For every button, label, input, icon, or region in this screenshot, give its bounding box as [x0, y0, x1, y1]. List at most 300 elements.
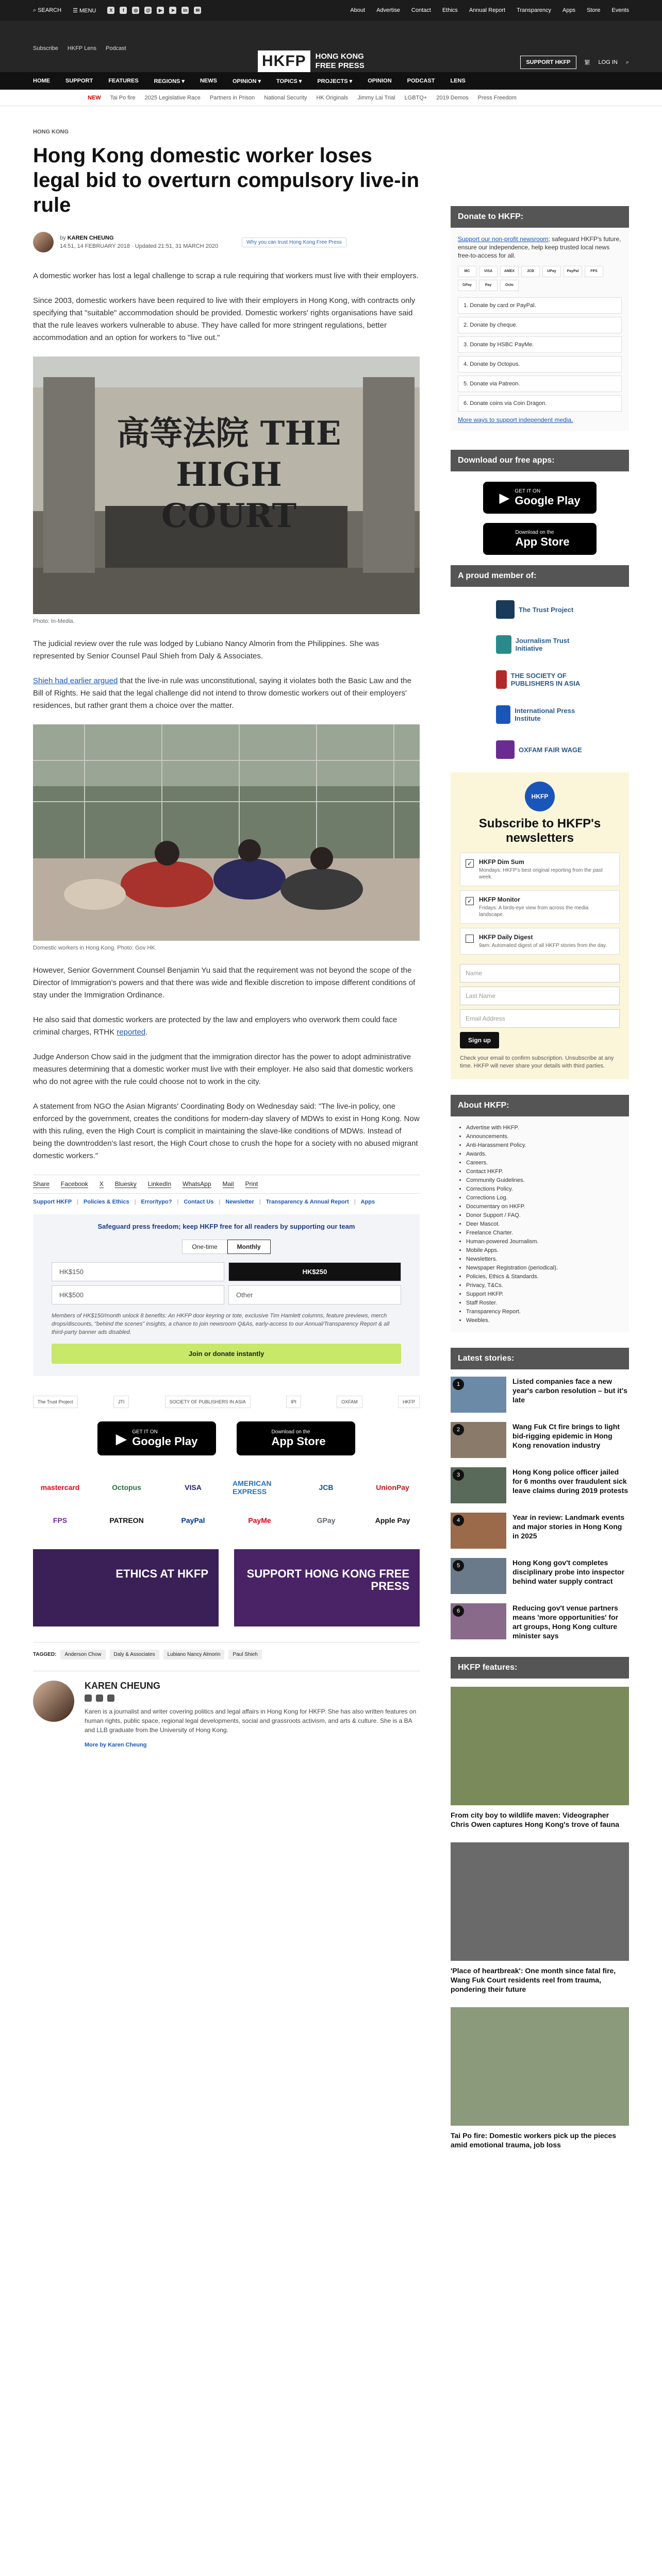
google-play-icon: ▶ [115, 1430, 127, 1447]
feature-story[interactable] [451, 2007, 629, 2149]
payment-logo: PayMe [248, 1516, 271, 1524]
gplay-small-text: GET IT ON [132, 1429, 158, 1435]
trending-item[interactable]: HK Originals [316, 95, 349, 101]
nav-item[interactable]: OPINION ▾ [232, 78, 261, 84]
topbar-link[interactable]: Apps [562, 7, 576, 13]
gplay-big-text: Google Play [132, 1434, 198, 1448]
support-promo[interactable] [234, 1549, 420, 1626]
menu-link[interactable]: ☰ MENU [73, 7, 96, 14]
trending-item[interactable]: 2019 Demos [436, 95, 469, 101]
apps-title: Download our free apps: [451, 450, 629, 471]
newsletter-input[interactable]: Email Address [460, 1009, 620, 1028]
latest-story-title[interactable]: Year in review: Landmark events and major stories in Hong Kong in 2025 [512, 1513, 625, 1540]
share-link[interactable]: WhatsApp [183, 1180, 211, 1188]
article-title: Hong Kong domestic worker loses legal bid to overturn compulsory live-in rule [33, 144, 420, 216]
latest-story-thumbnail[interactable] [451, 1558, 506, 1594]
nav-item[interactable]: TOPICS ▾ [276, 78, 302, 84]
top-bar [0, 0, 662, 21]
paragraph-6 [33, 1014, 420, 1039]
nav-item[interactable]: PROJECTS ▾ [317, 78, 353, 84]
nav-item[interactable]: NEWS [200, 78, 217, 84]
about-item[interactable]: • Corrections Policy. [466, 1185, 619, 1194]
payment-mini-icon: MC [458, 266, 476, 277]
payment-logo: PayPal [181, 1516, 205, 1524]
more-ways-link[interactable]: More ways to support independent media. [458, 416, 573, 423]
about-item[interactable]: • Policies, Ethics & Standards. [466, 1273, 619, 1281]
latest-story-thumbnail[interactable] [451, 1467, 506, 1503]
paragraph-5: However, Senior Government Counsel Benjamin Yu said that the requirement was not beyond the scope of the Director of Immigration's powers and that there was wide and flexible discretion to impose different conditions of stay under the Immigration Ordinance. [33, 966, 416, 999]
sidebar-google-play-button[interactable] [483, 482, 597, 514]
feature-story[interactable] [451, 1842, 629, 1994]
latest-story-number: 1 [453, 1379, 464, 1390]
author-social-icons [85, 1694, 420, 1702]
share-link[interactable]: Mail [222, 1180, 234, 1188]
member-logo[interactable] [496, 631, 584, 658]
share-link[interactable]: Facebook [61, 1180, 88, 1188]
payment-logo: mastercard [40, 1483, 80, 1492]
paragraph-3: The judicial review over the rule was lodged by Lubiano Nancy Almorin from the Philippines. She was represented by Senior Counsel Paul Shieh from Daly & Associates. [33, 639, 379, 660]
nav-item[interactable]: SUPPORT [65, 78, 93, 84]
paragraph-7: Judge Anderson Chow said in the judgment that the immigration director has the power to adopt administrative measures determining that a domestic worker must live with their employer. He also said that domestic workers who do not agree with the rule could choose not to work in the city. [33, 1053, 413, 1086]
about-item[interactable]: • Deer Mascot. [466, 1220, 619, 1229]
author-box-avatar[interactable] [33, 1681, 74, 1722]
feature-title[interactable]: From city boy to wildlife maven: Videographer Chris Owen captures Hong Kong's trove of fauna [451, 1811, 619, 1828]
author-box-name[interactable]: KAREN CHEUNG [85, 1681, 161, 1691]
about-item[interactable]: • Advertise with HKFP. [466, 1124, 619, 1132]
nav-item[interactable]: PODCAST [407, 78, 435, 84]
caption-2: Domestic workers in Hong Kong. Photo: Gov HK. [33, 945, 157, 951]
latest-story[interactable] [451, 1422, 629, 1458]
domestic-workers-illustration [33, 724, 420, 941]
newsletter-option-name: HKFP Daily Digest [479, 934, 533, 941]
member-logo[interactable] [496, 666, 584, 693]
about-item[interactable]: • Newspaper Registration (periodical). [466, 1264, 619, 1273]
trending-item[interactable]: LGBTQ+ [404, 95, 427, 101]
menu-label: MENU [79, 7, 96, 14]
brand-link[interactable]: Podcast [105, 45, 126, 52]
search-link[interactable]: ⌕ SEARCH [33, 7, 62, 13]
trending-item[interactable]: Tai Po fire [110, 95, 136, 101]
trending-item[interactable]: Partners in Prison [209, 95, 255, 101]
newsletter-option[interactable] [460, 853, 620, 886]
brand-link[interactable]: HKFP Lens [67, 45, 96, 52]
threads-icon[interactable]: @ [144, 7, 152, 14]
link-separator: | [134, 1199, 136, 1205]
newsletter-option[interactable] [460, 890, 620, 924]
about-title: About HKFP: [451, 1095, 629, 1116]
donate-method[interactable]: 1. Donate by card or PayPal. [458, 297, 622, 314]
topbar-link[interactable]: Annual Report [469, 7, 506, 13]
search-icon[interactable]: ⌕ [625, 59, 629, 65]
about-item[interactable]: • Community Guidelines. [466, 1176, 619, 1185]
trending-item[interactable]: 2025 Legislative Race [144, 95, 201, 101]
donate-methods [458, 297, 622, 412]
one-time-toggle[interactable]: One-time [182, 1240, 227, 1254]
newsletter-option-desc: 9am: Automated digest of all HKFP stories from the day. [479, 943, 607, 948]
latest-story[interactable] [451, 1513, 629, 1549]
x-icon[interactable]: X [107, 7, 114, 14]
login-link[interactable]: LOG IN [598, 59, 618, 65]
latest-story-thumbnail[interactable] [451, 1513, 506, 1549]
latest-story[interactable] [451, 1603, 629, 1640]
appstore-small-text: Download on the [515, 529, 554, 535]
join-donate-button[interactable]: Join or donate instantly [52, 1344, 401, 1364]
member-logo-icon [496, 705, 510, 724]
tag-link[interactable]: Daly & Associates [110, 1650, 159, 1659]
youtube-icon[interactable]: ▶ [157, 7, 164, 14]
donate-method[interactable]: 6. Donate coins via Coin Dragon. [458, 395, 622, 412]
about-item[interactable]: • Privacy, T&Cs. [466, 1281, 619, 1290]
member-logo-icon [496, 740, 515, 759]
tag-link[interactable]: Lubiano Nancy Almorin [163, 1650, 225, 1659]
newsletter-note: Check your email to confirm subscription. Unsubscribe at any time. HKFP will never share your details with third parties. [460, 1055, 614, 1069]
why-trust-link[interactable]: Why you can trust Hong Kong Free Press [242, 238, 346, 247]
footer-link[interactable]: Transparency & Annual Report [266, 1199, 349, 1205]
link-separator: | [354, 1199, 356, 1205]
ethics-promo-text: ETHICS AT HKFP [115, 1567, 208, 1580]
paragraph-4 [33, 675, 420, 712]
member-benefits: Members of HK$150/month unlock 8 benefits: An HKFP door keyring or tote, exclusive Tim Hamlett columns, feature previews, merch drops/discounts, "behind the scenes" insights, a chance to join newsroom Q&As, early-access to our Annual/Transparency Report & all third-party banner ads disabled. [52, 1313, 390, 1335]
latest-story-title[interactable]: Listed companies face a new year's carbon resolution – but it's late [512, 1377, 627, 1404]
latest-stories [451, 1369, 629, 1657]
member-logo-icon [496, 600, 515, 619]
about-item[interactable]: • Donor Support / FAQ. [466, 1211, 619, 1220]
member-badges-row [33, 1396, 420, 1408]
newsletter-checkbox[interactable] [466, 935, 474, 943]
donate-method[interactable]: 5. Donate via Patreon. [458, 376, 622, 392]
about-item[interactable]: • Mobile Apps. [466, 1246, 619, 1255]
payment-logo: Apple Pay [375, 1516, 410, 1524]
member-logo[interactable] [496, 701, 584, 728]
member-badge[interactable]: JTI [113, 1396, 129, 1408]
payment-methods [33, 1476, 420, 1532]
newsletter-checkbox[interactable]: ✓ [466, 859, 474, 868]
paragraph-1: A domestic worker has lost a legal challenge to scrap a rule requiring that workers must live with their employers. [33, 272, 419, 280]
tagged-label: TAGGED: [33, 1652, 57, 1657]
ethics-promo[interactable] [33, 1549, 219, 1626]
donate-panel-head: Safeguard press freedom; keep HKFP free for all readers by supporting our team [97, 1223, 355, 1230]
appstore-big-text: App Store [515, 535, 570, 548]
payment-logo: UnionPay [376, 1483, 409, 1492]
donate-block [451, 228, 629, 431]
article [33, 129, 420, 1749]
share-row [33, 1175, 420, 1194]
sidebar-app-buttons [451, 471, 629, 565]
frequency-toggle [52, 1240, 401, 1254]
tag-link[interactable]: Paul Shieh [228, 1650, 261, 1659]
newsletter-signup-button[interactable]: Sign up [460, 1032, 499, 1048]
trending-new-label: NEW [88, 95, 101, 101]
link-separator: | [219, 1199, 221, 1205]
latest-story[interactable] [451, 1558, 629, 1594]
member-logo[interactable] [496, 736, 584, 763]
donate-method[interactable]: 3. Donate by HSBC PayMe. [458, 336, 622, 353]
feature-image[interactable] [451, 1842, 629, 1961]
trending-item[interactable]: Press Freedom [477, 95, 517, 101]
donate-title: Donate to HKFP: [451, 206, 629, 228]
features-title: HKFP features: [451, 1657, 629, 1679]
latest-story-title[interactable]: Hong Kong gov't completes disciplinary probe into inspector behind water supply contract [512, 1558, 625, 1585]
topbar-link[interactable]: Transparency [517, 7, 551, 13]
footer-link[interactable]: Error/typo? [141, 1199, 172, 1205]
latest-story-title[interactable]: Hong Kong police officer jailed for 6 months over fraudulent sick leave claims during 2019 protests [512, 1468, 628, 1495]
link-separator: | [177, 1199, 179, 1205]
latest-title: Latest stories: [451, 1348, 629, 1369]
latest-story[interactable] [451, 1377, 629, 1413]
payment-mini-icon: GPay [458, 280, 476, 291]
latest-story-number: 4 [453, 1515, 464, 1526]
newsletter-logo: HKFP [525, 782, 555, 811]
about-item[interactable]: • Weebles. [466, 1316, 619, 1325]
hkfp-logo[interactable] [258, 50, 365, 72]
donate-payment-icons [458, 266, 622, 291]
member-badge[interactable]: HKFP [398, 1396, 420, 1408]
main-nav [0, 72, 662, 90]
member-logo-name: International Press Institute [515, 707, 575, 722]
support-promo-text: SUPPORT HONG KONG FREE PRESS [246, 1567, 409, 1592]
trending-item[interactable]: National Security [264, 95, 307, 101]
footer-link[interactable]: Newsletter [225, 1199, 254, 1205]
about-item[interactable]: • Careers. [466, 1159, 619, 1167]
donate-text-body: ; safeguard HKFP's future, ensure our independence, help keep trusted local news free-to-access for all. [458, 235, 621, 259]
member-logos [451, 587, 629, 772]
amount-option[interactable]: HK$150 [52, 1262, 224, 1281]
brand-link[interactable]: Subscribe [33, 45, 58, 52]
about-item[interactable]: • Awards. [466, 1150, 619, 1159]
facebook-icon[interactable]: f [120, 7, 127, 14]
about-item[interactable]: • Human-powered Journalism. [466, 1238, 619, 1246]
payment-mini-icon: Octo [500, 280, 519, 291]
payment-mini-icon: JCB [521, 266, 540, 277]
author-avatar[interactable] [33, 232, 54, 252]
payment-logo: AMERICAN EXPRESS [233, 1479, 272, 1496]
nav-item[interactable]: HOME [33, 78, 50, 84]
share-link[interactable]: LinkedIn [147, 1180, 172, 1188]
about-item[interactable]: • Support HKFP. [466, 1290, 619, 1299]
payment-logo: VISA [185, 1483, 202, 1492]
promo-row [33, 1549, 420, 1626]
member-badge[interactable]: The Trust Project [33, 1396, 78, 1408]
section-label[interactable]: HONG KONG [33, 129, 69, 135]
member-badge[interactable]: IPI [286, 1396, 301, 1408]
footer-link[interactable]: Policies & Ethics [84, 1199, 129, 1205]
about-item[interactable]: • Corrections Log. [466, 1194, 619, 1202]
by-prefix: by [60, 235, 66, 241]
logo-text-1: HONG KONG [315, 52, 364, 61]
author-name[interactable]: KAREN CHEUNG [67, 235, 114, 241]
reported-link[interactable]: reported [117, 1028, 146, 1037]
linkedin-icon[interactable]: in [181, 7, 189, 14]
newsletter-input[interactable]: Last Name [460, 987, 620, 1005]
more-by-author-link[interactable]: More by Karen Cheung [85, 1742, 147, 1748]
app-store-button[interactable] [237, 1421, 355, 1455]
feature-image[interactable] [451, 1687, 629, 1805]
sidebar-app-store-button[interactable] [483, 523, 597, 555]
topbar-link[interactable]: About [350, 7, 366, 13]
features-list [451, 1679, 629, 2149]
court-sign: 高等法院 THE HIGH COURT [117, 414, 341, 535]
instagram-icon[interactable] [96, 1694, 103, 1702]
logo-mark: HKFP [258, 50, 310, 72]
member-logo-icon [496, 635, 511, 654]
payment-mini-icon: FPS [585, 266, 603, 277]
mail-icon[interactable] [107, 1694, 114, 1702]
member-logo[interactable] [496, 596, 584, 623]
member-badge[interactable]: OXFAM [337, 1396, 362, 1408]
logo-text-2: FREE PRESS [315, 61, 365, 70]
member-logo-name: OXFAM FAIR WAGE [519, 745, 582, 754]
dateline: 14:51, 14 FEBRUARY 2018 · Updated 21:51, 31 MARCH 2020 [60, 243, 219, 249]
amount-option-selected[interactable]: HK$250 [228, 1262, 401, 1281]
newsletter-option-desc: Mondays: HKFP's best original reporting from the past week. [479, 868, 603, 880]
latest-story-number: 2 [453, 1424, 464, 1435]
paragraph-6-text: He also said that domestic workers are protected by the law and employers who overwork them could face criminal charges, RTHK [33, 1015, 398, 1037]
google-play-button[interactable] [97, 1421, 216, 1455]
app-store-row [33, 1421, 420, 1455]
brand-bar [0, 21, 662, 72]
about-item[interactable]: • Anti-Harassment Policy. [466, 1141, 619, 1150]
monthly-toggle[interactable]: Monthly [227, 1240, 271, 1254]
tag-link[interactable]: Anderson Chow [60, 1650, 105, 1659]
author-bio: Karen is a journalist and writer covering politics and legal affairs in Hong Kong for HKFP. She has also written features on human rights, public space, regional legal developments, social and grassroots activism, and arts & culture. She is a BA and LLB graduate from the University of Hong Kong. [85, 1708, 417, 1734]
appstore-small-text: Download on the [271, 1429, 310, 1435]
trending-bar [0, 90, 662, 106]
mail-icon[interactable]: ✉ [194, 7, 201, 14]
donate-panel [33, 1214, 420, 1376]
instagram-icon[interactable]: ◎ [132, 7, 139, 14]
latest-story[interactable] [451, 1467, 629, 1503]
footer-link[interactable]: Support HKFP [33, 1199, 72, 1205]
amount-options [52, 1262, 401, 1304]
social-icons [107, 7, 201, 14]
gplay-big-text: Google Play [515, 494, 581, 507]
footer-link[interactable]: Apps [360, 1199, 375, 1205]
about-item[interactable]: • Contact HKFP. [466, 1167, 619, 1176]
topbar-link[interactable]: Contact [411, 7, 431, 13]
about-list [451, 1116, 629, 1332]
about-item[interactable]: • Transparency Report. [466, 1308, 619, 1316]
feature-title[interactable]: 'Place of heartbreak': One month since fatal fire, Wang Fuk Court residents reel from trauma, pondering their future [451, 1967, 616, 1993]
topbar-link[interactable]: Events [611, 7, 629, 13]
search-label: SEARCH [38, 7, 62, 13]
link-separator: | [259, 1199, 261, 1205]
payment-mini-icon: UPay [542, 266, 561, 277]
x-icon[interactable] [85, 1694, 92, 1702]
payment-mini-icon: PayPal [564, 266, 582, 277]
latest-story-thumbnail[interactable] [451, 1603, 506, 1639]
trending-item[interactable]: Jimmy Lai Trial [357, 95, 395, 101]
newsletter-input[interactable]: Name [460, 964, 620, 982]
caption-1: Photo: In-Media. [33, 618, 75, 624]
latest-story-thumbnail[interactable] [451, 1422, 506, 1458]
donate-method[interactable]: 2. Donate by cheque. [458, 317, 622, 333]
latest-story-number: 6 [453, 1605, 464, 1617]
nav-item[interactable]: FEATURES [108, 78, 139, 84]
newsletter-option[interactable] [460, 928, 620, 955]
topbar-link[interactable]: Advertise [376, 7, 400, 13]
payment-logo: Octopus [112, 1483, 141, 1492]
feature-title[interactable]: Tai Po fire: Domestic workers pick up the pieces amid emotional trauma, job loss [451, 2131, 617, 2149]
member-logo-name: Journalism Trust Initiative [515, 637, 570, 652]
latest-story-number: 5 [453, 1560, 464, 1571]
gplay-small-text: GET IT ON [515, 488, 541, 494]
paragraph-2: Since 2003, domestic workers have been required to live with their employers in Hong Kong, with contracts only specifying that "suitable" accommodation should be provided. Domestic workers' rights organisations have said that the rule leaves workers vulnerable to abuse. They have called for more stringent regulations, better accommodation and an option for workers to "live out." [33, 296, 416, 342]
about-item[interactable]: • Newsletters. [466, 1255, 619, 1264]
byline [33, 232, 420, 252]
share-link[interactable]: X [99, 1180, 104, 1188]
nav-item[interactable]: REGIONS ▾ [154, 78, 185, 84]
member-logo-name: THE SOCIETY OF PUBLISHERS IN ASIA [510, 672, 581, 687]
nav-item[interactable]: OPINION [368, 78, 392, 84]
latest-story-title[interactable]: Wang Fuk Ct fire brings to light bid-rigging epidemic in Hong Kong renovation industry [512, 1422, 620, 1449]
newsletter-fields [460, 964, 620, 1028]
support-hkfp-button[interactable]: SUPPORT HKFP [520, 56, 576, 69]
donate-method[interactable]: 4. Donate by Octopus. [458, 356, 622, 372]
newsletter-option-name: HKFP Monitor [479, 896, 520, 903]
sidebar [451, 206, 629, 2163]
language-toggle[interactable]: 繁 [584, 60, 590, 66]
newsletter-box [451, 772, 629, 1079]
amount-option[interactable]: HK$500 [52, 1285, 224, 1304]
share-link[interactable]: Print [245, 1180, 258, 1188]
latest-story-title[interactable]: Reducing gov't venue partners means 'more opportunities' for art groups, Hong Kong culture minister says [512, 1604, 619, 1640]
member-logo-icon [496, 670, 507, 689]
article-footer-links [33, 1199, 420, 1205]
latest-story-thumbnail[interactable] [451, 1377, 506, 1413]
payment-mini-icon: Pay [479, 280, 498, 291]
topbar-link[interactable]: Store [587, 7, 601, 13]
amount-option[interactable]: Other [228, 1285, 401, 1304]
about-item[interactable]: • Freelance Charter. [466, 1229, 619, 1238]
payment-mini-icon: AMEX [500, 266, 519, 277]
footer-link[interactable]: Contact Us [184, 1199, 214, 1205]
support-newsroom-link[interactable]: Support our non-profit newsroom [458, 235, 549, 243]
latest-story-number: 3 [453, 1469, 464, 1481]
member-logo-name: The Trust Project [519, 605, 574, 614]
newsletter-option-name: HKFP Dim Sum [479, 858, 524, 866]
telegram-icon[interactable]: ➤ [169, 7, 176, 14]
domestic-workers-photo [33, 724, 420, 941]
newsletter-options [460, 853, 620, 955]
author-box [33, 1671, 420, 1749]
payment-logo: JCB [319, 1483, 334, 1492]
tags-row [33, 1642, 420, 1659]
paragraph-6-end: . [145, 1028, 148, 1037]
high-court-photo [33, 357, 420, 614]
newsletter-title: Subscribe to HKFP's newsletters [478, 817, 601, 845]
newsletter-option-desc: Fridays: A birds-eye view from across the media landscape. [479, 905, 589, 918]
about-item[interactable]: • Documentary on HKFP. [466, 1202, 619, 1211]
share-link[interactable]: Bluesky [114, 1180, 137, 1188]
nav-item[interactable]: LENS [450, 78, 466, 84]
newsletter-checkbox[interactable]: ✓ [466, 897, 474, 905]
paragraph-8: A statement from NGO the Asian Migrants' Coordinating Body on Wednesday said: "The live-in policy, one enforced by the government, creates the conditions for modern-day slavery of MDWs to exist in Hong Kong. Now with this ruling, even the High Court is complicit in maintaining the slave-like conditions of MDWs. Instead of being the downtrodden's last resort, the High Court chose to crush the hope for a society with no abused migrant domestic workers." [33, 1102, 420, 1160]
payment-logo: PATREON [109, 1516, 144, 1524]
paragraph-4-text: that the live-in rule was unconstitutional, saying it violates both the Basic Law and the Bill of Rights. He said that the legal challenge did not intend to throw domestic workers out of their employers' residences, but rather grant them a choice over the matter. [33, 676, 411, 710]
google-play-icon: ▶ [499, 489, 510, 505]
earlier-argued-link[interactable]: Shieh had earlier argued [33, 676, 118, 685]
feature-story[interactable] [451, 1687, 629, 1829]
member-badge[interactable]: SOCIETY OF PUBLISHERS IN ASIA [165, 1396, 251, 1408]
share-link[interactable]: Share [33, 1180, 50, 1188]
feature-image[interactable] [451, 2007, 629, 2126]
payment-mini-icon: VISA [479, 266, 498, 277]
topbar-link[interactable]: Ethics [442, 7, 458, 13]
donate-text [458, 235, 622, 260]
about-item[interactable]: • Staff Roster. [466, 1299, 619, 1308]
member-title: A proud member of: [451, 565, 629, 587]
about-item[interactable]: • Announcements. [466, 1132, 619, 1141]
